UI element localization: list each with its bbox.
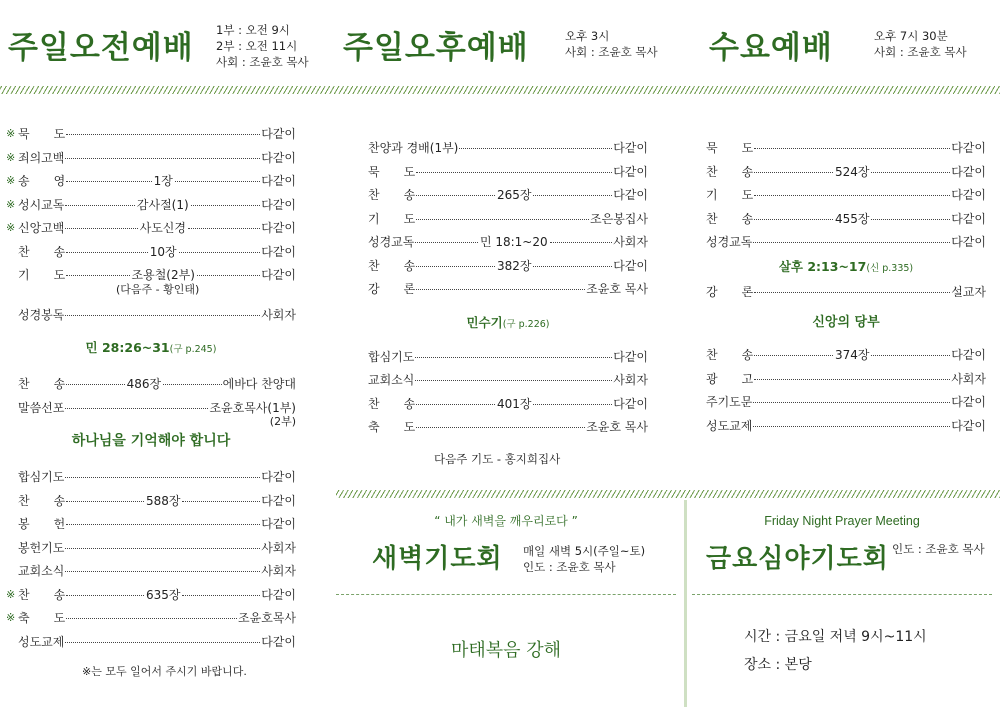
leader-dots [754, 172, 833, 173]
order-role: 다같이 [613, 349, 648, 364]
order-label: 기 도 [18, 268, 66, 283]
order-role: 다같이 [261, 244, 296, 259]
order-row [368, 368, 648, 392]
friday-prayer-title: 금요심야기도회 [706, 544, 889, 574]
order-role: 사회자 [613, 235, 648, 250]
order-role: 다같이 [261, 634, 296, 649]
leader-dots [754, 355, 833, 356]
leader-dots [197, 275, 260, 276]
dawn-prayer-title: 새벽기도회 [372, 544, 503, 574]
order-row [368, 207, 648, 231]
leader-dots [533, 266, 612, 267]
order-detail: 10장 [149, 244, 177, 259]
order-label: 묵 도 [368, 164, 416, 179]
order-detail: 374장 [834, 348, 870, 363]
order-label: 찬 송 [18, 493, 66, 508]
morning-time-2: 2부 : 오전 11시 [216, 39, 298, 53]
order-role: 조윤호 목사 [586, 420, 648, 435]
friday-place: 장소 : 본당 [744, 657, 812, 673]
order-row [6, 240, 296, 264]
order-row [6, 536, 296, 560]
friday-time: 시간 : 금요일 저녁 9시~11시 [744, 629, 927, 645]
leader-dots [163, 384, 221, 385]
leader-dots [65, 228, 137, 229]
lower-divider [336, 490, 1000, 498]
afternoon-service-info [565, 28, 658, 60]
order-row [368, 392, 648, 416]
order-role: 다같이 [951, 395, 986, 410]
leader-dots [65, 548, 260, 549]
morning-service-title: 주일오전예배 [8, 30, 194, 66]
order-role: 다같이 [613, 188, 648, 203]
order-role: 조은봉집사 [590, 211, 648, 226]
wednesday-order [706, 136, 986, 437]
leader-dots [65, 315, 260, 316]
order-detail: 486장 [126, 377, 162, 392]
afternoon-scripture [368, 301, 648, 345]
leader-dots [66, 275, 129, 276]
leader-dots [415, 380, 612, 381]
order-label: 찬 송 [368, 188, 416, 203]
order-row [368, 136, 648, 160]
morning-sermon-part2: (2부) [269, 415, 296, 428]
stand-mark: ※ [6, 221, 16, 235]
order-label: 성경봉독 [18, 307, 65, 322]
leader-dots [66, 595, 144, 596]
morning-scripture-ref: 민 28:26~31 [85, 340, 170, 355]
wednesday-scripture [706, 254, 986, 280]
leader-dots [753, 402, 950, 403]
stand-mark: ※ [6, 127, 16, 141]
order-detail: 524장 [834, 164, 870, 179]
order-row [6, 465, 296, 489]
order-role: 사회자 [261, 307, 296, 322]
order-label: 기 도 [706, 188, 754, 203]
order-label: 교회소식 [18, 564, 65, 579]
wednesday-service-title: 수요예배 [709, 30, 833, 66]
order-role: 다같이 [613, 396, 648, 411]
order-row [706, 183, 986, 207]
order-role: 다같이 [261, 150, 296, 165]
afternoon-service-title: 주일오후예배 [343, 30, 529, 66]
leader-dots [871, 172, 950, 173]
leader-dots [416, 404, 495, 405]
leader-dots [65, 408, 208, 409]
order-role: 다같이 [261, 127, 296, 142]
order-row [706, 207, 986, 231]
order-label: 죄의고백 [18, 150, 65, 165]
wednesday-scripture-ref: 살후 2:13~17 [778, 258, 867, 274]
leader-dots [182, 595, 260, 596]
leader-dots [754, 195, 950, 196]
wednesday-host: 사회 : 조윤호 목사 [874, 45, 967, 59]
order-row [706, 280, 986, 304]
order-role: 다같이 [261, 517, 296, 532]
stand-mark: ※ [6, 587, 16, 601]
order-row [706, 343, 986, 367]
afternoon-order [368, 136, 648, 467]
dawn-quote: “ 내가 새벽을 깨우리로다 ” [434, 514, 578, 528]
order-role: 에바다 찬양대 [222, 377, 296, 392]
morning-sermon-title: 하나님을 기억해야 합니다 [71, 433, 231, 449]
morning-time-1: 1부 : 오전 9시 [216, 23, 290, 37]
leader-dots [66, 384, 124, 385]
order-row [6, 303, 296, 327]
order-label: 봉헌기도 [18, 540, 65, 555]
leader-dots [415, 242, 478, 243]
order-row [706, 230, 986, 254]
leader-dots [550, 242, 613, 243]
leader-dots [191, 205, 261, 206]
order-row [6, 169, 296, 193]
afternoon-scripture-page: (구 p.226) [502, 318, 550, 330]
leader-dots [871, 219, 950, 220]
order-role: 다같이 [951, 211, 986, 226]
order-row [368, 254, 648, 278]
leader-dots [754, 219, 833, 220]
order-detail: 사도신경 [139, 221, 186, 236]
leader-dots [175, 181, 260, 182]
order-label: 성시교독 [18, 197, 65, 212]
panel-separator [684, 500, 687, 707]
leader-dots [416, 427, 585, 428]
order-label: 합심기도 [368, 349, 415, 364]
order-detail: 1장 [153, 174, 173, 189]
order-label: 축 도 [18, 611, 66, 626]
order-row [706, 136, 986, 160]
order-label: 말씀선포 [18, 400, 65, 415]
wednesday-time: 오후 7시 30분 [874, 29, 948, 43]
order-label: 찬 송 [18, 587, 66, 602]
morning-scripture [6, 328, 296, 368]
leader-dots [459, 148, 612, 149]
order-label: 묵 도 [706, 141, 754, 156]
leader-dots [416, 289, 585, 290]
morning-order [6, 122, 296, 679]
friday-subtitle: Friday Night Prayer Meeting [764, 514, 920, 528]
order-role: 사회자 [261, 564, 296, 579]
order-label: 성도교제 [706, 418, 753, 433]
order-role: 다같이 [261, 197, 296, 212]
afternoon-time: 오후 3시 [565, 29, 610, 43]
order-row [368, 415, 648, 439]
leader-dots [533, 195, 612, 196]
dawn-prayer-info [523, 543, 645, 575]
order-row [368, 345, 648, 369]
order-role: 조윤호목사(1부) [209, 400, 296, 415]
leader-dots [754, 292, 950, 293]
leader-dots [754, 148, 950, 149]
order-role: 다같이 [261, 174, 297, 189]
leader-dots [754, 379, 950, 380]
order-role: 다같이 [613, 141, 648, 156]
order-row [6, 146, 296, 170]
order-label: 찬 송 [706, 211, 754, 226]
order-role: 다같이 [261, 587, 296, 602]
leader-dots [65, 205, 135, 206]
order-label: 송 영 [18, 174, 66, 189]
morning-prayer-next: (다음주 - 황인태) [116, 282, 200, 296]
leader-dots [65, 158, 260, 159]
wednesday-service-info [874, 28, 967, 60]
order-label: 성도교제 [18, 634, 65, 649]
morning-host: 사회 : 조윤호 목사 [216, 55, 309, 69]
order-role: 다같이 [951, 164, 986, 179]
order-role: 조윤호 목사 [586, 282, 648, 297]
order-label: 찬 송 [18, 377, 66, 392]
order-detail: 455장 [834, 211, 870, 226]
order-label: 찬 송 [18, 244, 66, 259]
leader-dots [415, 357, 612, 358]
stand-mark: ※ [6, 611, 16, 625]
stand-mark: ※ [6, 150, 16, 164]
order-role: 사회자 [261, 540, 296, 555]
order-detail: 588장 [145, 493, 181, 508]
order-label: 강 론 [368, 282, 416, 297]
order-role: 다같이 [951, 418, 986, 433]
order-row [6, 372, 296, 396]
friday-dash-line [692, 594, 992, 595]
order-role: 다같이 [261, 221, 296, 236]
order-row [706, 414, 986, 438]
order-row [368, 230, 648, 254]
order-label: 찬 송 [706, 164, 754, 179]
order-role: 설교자 [951, 284, 986, 299]
order-row [6, 606, 296, 630]
order-row [706, 160, 986, 184]
order-label: 강 론 [706, 284, 754, 299]
morning-footnote: ※는 모두 일어서 주시기 바랍니다. [82, 665, 247, 678]
order-role: 다같이 [261, 470, 296, 485]
order-role: 다같이 [613, 164, 648, 179]
order-role: 다같이 [613, 258, 648, 273]
leader-dots [66, 252, 148, 253]
wednesday-scripture-page: (신 p.335) [866, 262, 914, 274]
morning-service-info [216, 22, 309, 70]
header-divider [0, 86, 1000, 94]
order-label: 찬 송 [368, 258, 416, 273]
afternoon-scripture-ref: 민수기 [466, 314, 503, 330]
friday-leader: 인도 : 조윤호 목사 [892, 542, 985, 556]
order-label: 기 도 [368, 211, 416, 226]
order-role: 다같이 [951, 141, 986, 156]
afternoon-next-prayer: 다음주 기도 - 홍지희집사 [434, 451, 561, 466]
leader-dots [66, 618, 237, 619]
order-role: 다같이 [261, 493, 296, 508]
order-label: 주기도문 [706, 395, 753, 410]
leader-dots [65, 571, 260, 572]
order-row [706, 390, 986, 414]
order-role: 다같이 [261, 268, 296, 283]
order-label: 성경교독 [368, 235, 415, 250]
order-role: 다같이 [951, 188, 986, 203]
order-label: 성경교독 [706, 235, 753, 250]
order-detail: 382장 [496, 258, 532, 273]
order-detail: 민 18:1~20 [479, 235, 548, 250]
order-row [368, 183, 648, 207]
leader-dots [66, 181, 151, 182]
order-label: 묵 도 [18, 127, 66, 142]
leader-dots [66, 501, 144, 502]
order-row [368, 277, 648, 301]
order-row [6, 122, 296, 146]
leader-dots [188, 228, 260, 229]
order-label: 축 도 [368, 420, 416, 435]
order-label: 신앙고백 [18, 221, 65, 236]
order-row [706, 367, 986, 391]
order-role: 조윤호목사 [238, 611, 296, 626]
order-row [6, 193, 296, 217]
leader-dots [66, 524, 260, 525]
afternoon-host: 사회 : 조윤호 목사 [565, 45, 658, 59]
stand-mark: ※ [6, 174, 16, 188]
order-row [6, 489, 296, 513]
leader-dots [65, 642, 260, 643]
leader-dots [416, 266, 495, 267]
order-detail: 조용철(2부) [131, 268, 195, 283]
leader-dots [179, 252, 261, 253]
wednesday-sermon-title: 신앙의 당부 [812, 315, 880, 330]
order-row [6, 583, 296, 607]
leader-dots [753, 242, 950, 243]
order-label: 봉 헌 [18, 517, 66, 532]
order-role: 사회자 [613, 373, 648, 388]
order-label: 찬 송 [706, 348, 754, 363]
order-row [6, 216, 296, 240]
dawn-leader: 인도 : 조윤호 목사 [523, 560, 616, 574]
order-row [6, 512, 296, 536]
dawn-time: 매일 새벽 5시(주일~토) [523, 544, 646, 558]
order-detail: 401장 [496, 396, 532, 411]
stand-mark: ※ [6, 197, 16, 211]
order-detail: 감사절(1) [136, 197, 189, 212]
order-role: 다같이 [951, 235, 986, 250]
leader-dots [65, 477, 260, 478]
dawn-topic: 마태복음 강해 [450, 640, 562, 661]
leader-dots [871, 355, 950, 356]
leader-dots [416, 172, 612, 173]
leader-dots [416, 195, 495, 196]
leader-dots [66, 134, 260, 135]
order-row [6, 559, 296, 583]
order-label: 합심기도 [18, 470, 65, 485]
leader-dots [533, 404, 612, 405]
order-row [368, 160, 648, 184]
order-label: 광 고 [706, 371, 754, 386]
order-label: 교회소식 [368, 373, 415, 388]
order-label: 찬양과 경배(1부) [368, 141, 459, 156]
order-role: 사회자 [951, 371, 986, 386]
morning-scripture-page: (구 p.245) [169, 344, 217, 355]
order-label: 찬 송 [368, 396, 416, 411]
dawn-dash-line [336, 594, 676, 595]
order-detail: 635장 [145, 587, 181, 602]
order-row [6, 630, 296, 654]
leader-dots [416, 219, 589, 220]
order-role: 다같이 [951, 348, 986, 363]
leader-dots [753, 426, 950, 427]
leader-dots [182, 501, 260, 502]
order-detail: 265장 [496, 188, 532, 203]
